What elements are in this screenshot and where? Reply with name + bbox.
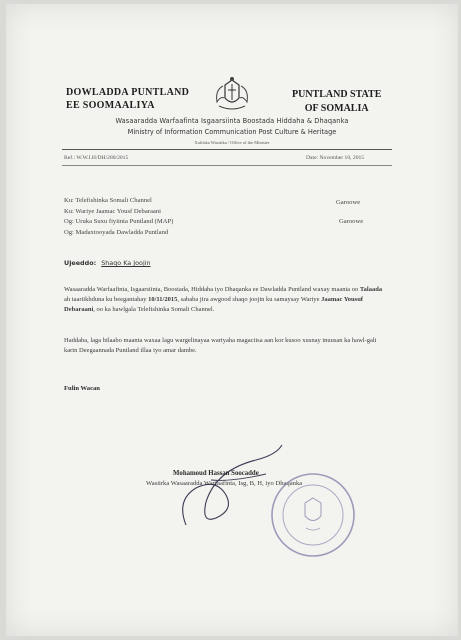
- recipient-city: Garoowe: [336, 199, 361, 206]
- coat-of-arms-emblem: [209, 76, 255, 114]
- office-line: Xafiiska Wasiirka / Office of the Minister: [194, 140, 270, 145]
- signatory-title: Wasiirka Wasaaradda Warfaafinta, Isg, B, H, iyo Dhaqanka: [146, 480, 303, 487]
- subject-text: Shaqo Ka Joojin: [101, 259, 151, 267]
- body-text: Wasaaradda Warfaafinta, Isgaarsiinta, Boostada, Hiddaha iyo Dhaqanka ee Dawladda Puntland waxay maanta oo: [64, 286, 360, 293]
- body-day: Talaada: [359, 286, 383, 293]
- letterhead-right: [292, 88, 381, 116]
- recipient-line: Ku: Wariye Jaamac Yousf Debaraani: [64, 207, 161, 215]
- letter-page: [6, 4, 458, 636]
- letterhead-right-line1: PUNTLAND STATE: [292, 89, 382, 100]
- ministry-name-somali: Wasaaradda Warfaafinta Isgaarsiinta Boostada Hiddaha & Dhaqanka: [115, 117, 349, 125]
- letterhead-right-line2: OF SOMALIA: [304, 103, 369, 114]
- letterhead-left-line1: DOWLADDA PUNTLAND: [66, 87, 190, 98]
- official-stamp-seal: [268, 470, 358, 560]
- body-text: , oo ka hawlgala Telefishinka Somali Channel.: [93, 306, 215, 313]
- ministry-name-english: Ministry of Information Communication Post Culture & Heritage: [127, 128, 337, 136]
- subject-label: Ujeeddo:: [64, 259, 97, 267]
- subject-line: [64, 259, 151, 267]
- ref-divider: [62, 165, 392, 166]
- body-text: ah taariikhduna ku beegantahay: [64, 296, 149, 303]
- letter-date: Date: November 10, 2015: [306, 155, 365, 161]
- recipient-city: Garoowe: [339, 218, 364, 225]
- letterhead-left: [66, 86, 189, 112]
- header-divider: [62, 149, 392, 150]
- body-paragraph-1: [64, 285, 384, 315]
- body-date: 10/11/2015: [148, 296, 178, 303]
- recipient-line: Og: Uruka Suxu fiyiinta Puntland (MAP): [64, 218, 174, 225]
- recipient-line: Og: Madaxtooyada Dawladda Puntland: [64, 228, 169, 236]
- body-paragraph-2: Haddaba, laga bilaabo maanta waxaa lagu wargelinayaa wariyaha magaciisa aan kor kusoo xusnay inuusan ka hawl-gali karin Deegaannada Puntland illaa iyo amar dambe.: [64, 337, 377, 354]
- letterhead-left-line2: EE SOOMAALIYA: [66, 100, 155, 111]
- reference-number: Ref.: W.W.I.H/DH/280/2015: [64, 155, 129, 161]
- closing-line: Fulin Wacan: [64, 385, 100, 392]
- body-text: , sababa jira awgood shaqo joojin ku samaysay Wariye: [177, 296, 322, 303]
- signatory-name: Mohamoud Hassan Soocadde: [173, 470, 259, 477]
- body-journalist-name: Jaamac Yousuf Debaraani: [64, 296, 363, 313]
- recipient-line: Ku: Telefishinka Somali Channel: [64, 197, 152, 204]
- recipients-block: [64, 196, 173, 238]
